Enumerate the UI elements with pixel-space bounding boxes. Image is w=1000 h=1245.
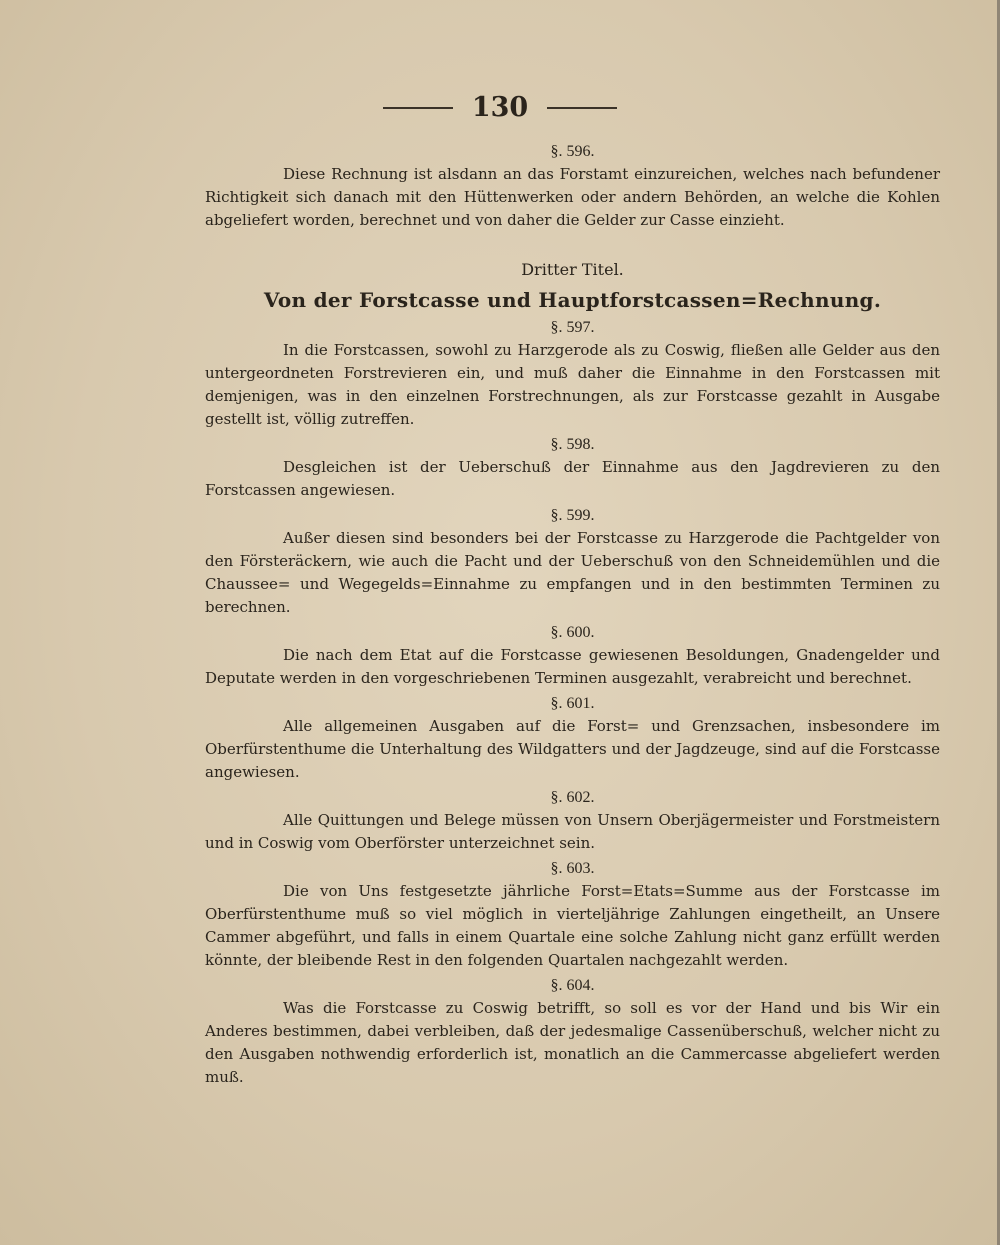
- section-text: In die Forstcassen, sowohl zu Harzgerode als zu Coswig, fließen alle Gelder aus den untergeordneten Forstrevieren ein, und muß daher die Einnahme in den Forstcassen mit demjenigen, was in den einzelnen Forstrechnungen, als zur Forstcasse gezahlt in Ausgabe gestellt ist, völlig zutreffen.: [205, 341, 940, 428]
- chapter-subtitle: Dritter Titel.: [521, 260, 624, 279]
- section-601: [205, 692, 940, 784]
- section-599: [205, 504, 940, 619]
- page-number: 130: [471, 92, 529, 123]
- section-603: [205, 857, 940, 972]
- section-text: Was die Forstcasse zu Coswig betrifft, so soll es vor der Hand und bis Wir ein Anderes bestimmen, dabei verbleiben, daß der jedesmalige Cassenüberschuß, welcher nicht zu den Ausgaben nothwendig erforderlich ist, monatlich an die Cammercasse abgeliefert werden muß.: [205, 999, 940, 1086]
- header-rule-left: [383, 107, 453, 109]
- chapter-heading: Von der Forstcasse und Hauptforstcassen=Rechnung.: [263, 288, 882, 312]
- page-body: [205, 138, 940, 1089]
- section-number: §. 602.: [550, 789, 595, 806]
- section-number: §. 599.: [550, 507, 595, 524]
- section-number: §. 598.: [550, 436, 595, 453]
- section-number: §. 596.: [550, 143, 595, 160]
- section-598: [205, 433, 940, 502]
- section-number: §. 600.: [550, 624, 595, 641]
- section-text: Alle allgemeinen Ausgaben auf die Forst= und Grenzsachen, insbesondere im Oberfürstenthume die Unterhaltung des Wildgatters und der Jagdzeuge, sind auf die Forstcasse angewiesen.: [205, 717, 940, 781]
- section-604: [205, 974, 940, 1089]
- section-text: Die von Uns festgesetzte jährliche Forst=Etats=Summe aus der Forstcasse im Oberfürstenthume muß so viel möglich in vierteljährige Zahlungen eingetheilt, an Unsere Cammer abgeführt, und falls in einem Quartale eine solche Zahlung nicht ganz erfüllt werden könnte, der bleibende Rest in den folgenden Quartalen nachgezahlt werden.: [205, 882, 940, 969]
- section-text: Die nach dem Etat auf die Forstcasse gewiesenen Besoldungen, Gnadengelder und Deputate werden in den vorgeschriebenen Terminen ausgezahlt, verabreicht und berechnet.: [205, 646, 940, 687]
- section-600: [205, 621, 940, 690]
- header-rule-right: [547, 107, 617, 109]
- section-596: [205, 140, 940, 232]
- section-602: [205, 786, 940, 855]
- section-number: §. 603.: [550, 860, 595, 877]
- section-text: Desgleichen ist der Ueberschuß der Einnahme aus den Jagdrevieren zu den Forstcassen angewiesen.: [205, 458, 940, 499]
- section-text: Alle Quittungen und Belege müssen von Unsern Oberjägermeister und Forstmeistern und in Coswig vom Oberförster unterzeichnet sein.: [205, 811, 940, 852]
- section-number: §. 601.: [550, 695, 595, 712]
- section-text: Diese Rechnung ist alsdann an das Forstamt einzureichen, welches nach befundener Richtigkeit sich danach mit den Hüttenwerken oder andern Behörden, an welche die Kohlen abgeliefert worden, berechnet und von daher die Gelder zur Casse einzieht.: [205, 165, 940, 229]
- section-number: §. 597.: [550, 319, 595, 336]
- section-597: [205, 316, 940, 431]
- section-text: Außer diesen sind besonders bei der Forstcasse zu Harzgerode die Pachtgelder von den Försteräckern, wie auch die Pacht und der Ueberschuß von den Schneidemühlen und die Chaussee= und Wegegelds=Einnahme zu empfangen und in den bestimmten Terminen zu berechnen.: [205, 529, 940, 616]
- page-header: [0, 92, 1000, 123]
- section-number: §. 604.: [550, 977, 595, 994]
